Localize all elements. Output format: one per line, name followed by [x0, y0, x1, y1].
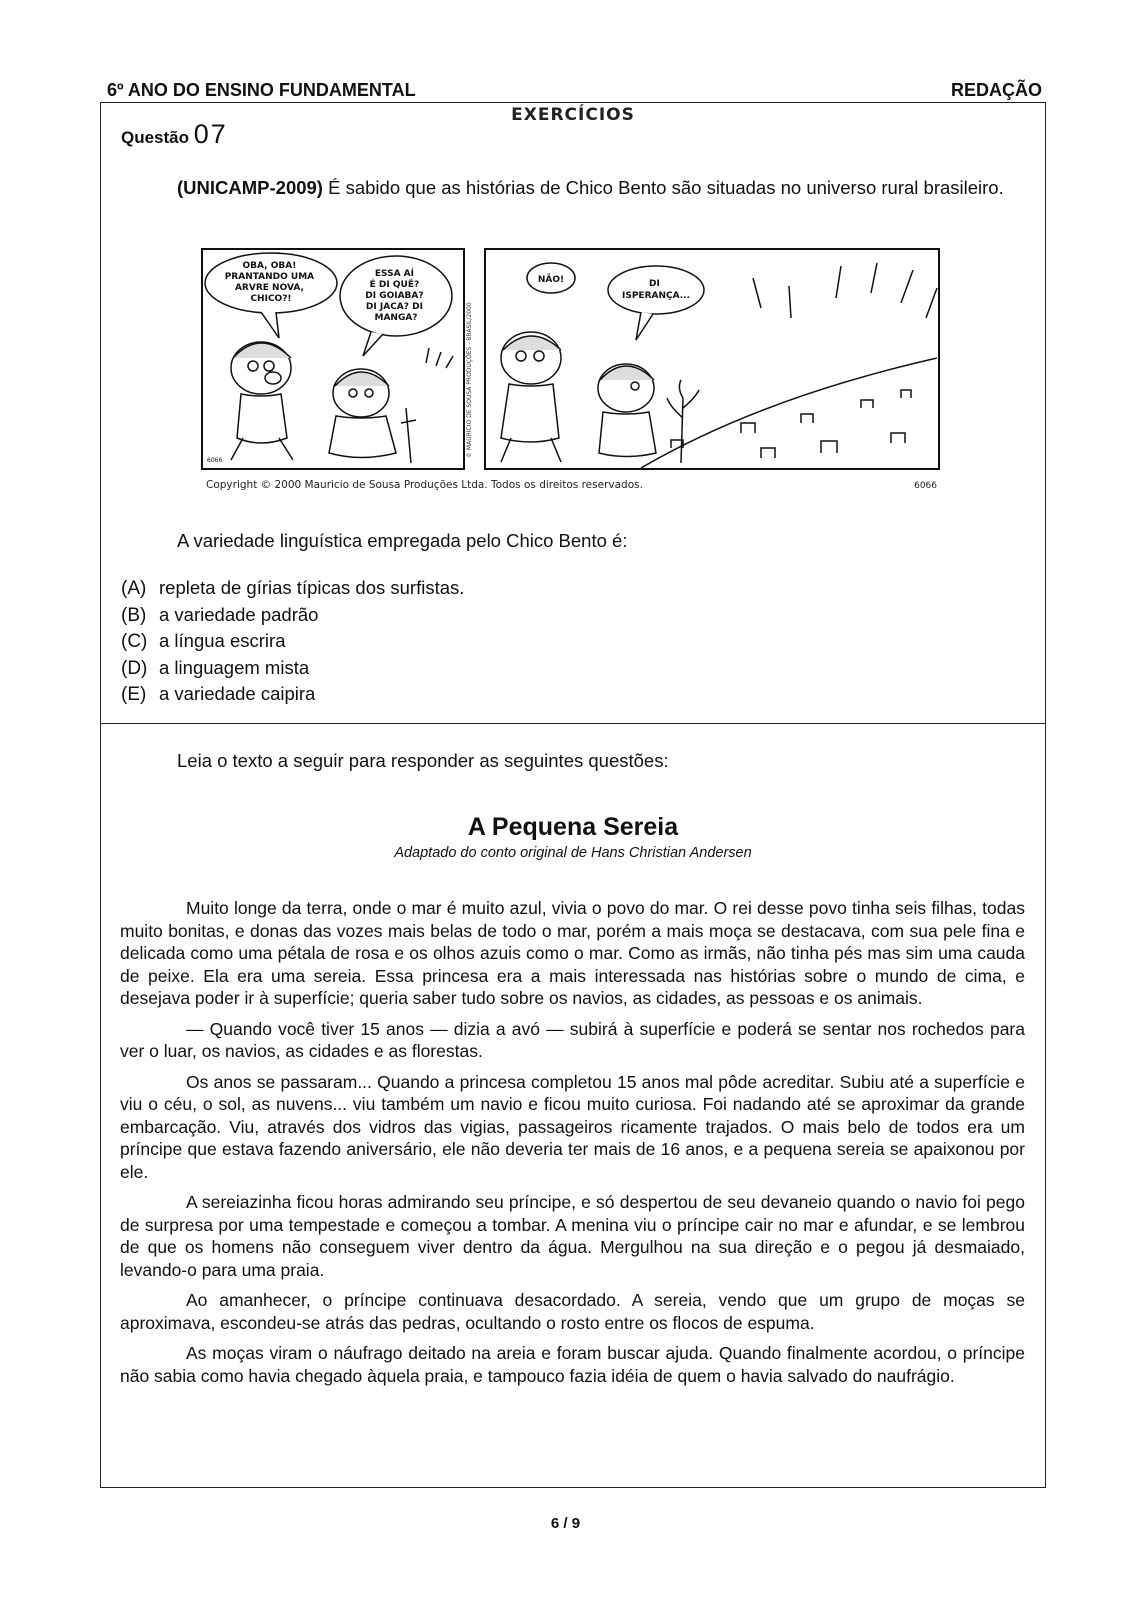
bubble-1-line-2: PRANTANDO UMA — [224, 272, 315, 282]
question-label-text: Questão — [121, 128, 190, 147]
option-e-letter: (E) — [121, 684, 147, 705]
reading-lead: Leia o texto a seguir para responder as seguintes questões: — [177, 750, 669, 771]
option-a-text: repleta de gírias típicas dos surfistas. — [159, 577, 465, 598]
question-prompt: A variedade linguística empregada pelo Chico Bento é: — [177, 530, 628, 551]
bubble-1-line-3: ARVRE NOVA, — [234, 283, 304, 293]
bubble-2-line-2: É DI QUÊ? — [369, 280, 420, 290]
option-a-letter: (A) — [121, 578, 147, 599]
section-title: EXERCÍCIOS — [511, 105, 635, 125]
bubble-2-line-1: ESSA AÍ — [374, 269, 414, 279]
page-number: 6 / 9 — [550, 1515, 581, 1532]
option-b-letter: (B) — [121, 604, 147, 626]
story-paragraph-3: Os anos se passaram... Quando a princesa completou 15 anos mal pôde acreditar. Subiu até a superfície e viu o céu, o sol, as nuvens... viu também um navio e ficou muito curiosa. Foi nadando até se aproximar da grande embarcação. Viu, através dos vidros das vigias, passageiros ricamente trajados. O mais belo de todos era um príncipe que estava fazendo aniversário, ele não deveria ter mais de 16 anos, e a pequena sereia se apaixonou por ele. — [120, 1071, 1025, 1182]
option-d-text: a linguagem mista — [159, 656, 310, 678]
option-d[interactable] — [121, 655, 464, 682]
option-e-text: a variedade caipira — [159, 683, 316, 704]
svg-text:6066: 6066 — [207, 457, 223, 464]
story-body — [120, 897, 1025, 1395]
content-frame — [100, 102, 1046, 1488]
story-paragraph-2: — Quando você tiver 15 anos — dizia a avó — subirá à superfície e poderá se sentar nos rochedos para ver o luar, os navios, as cidades e as florestas. — [120, 1018, 1025, 1061]
option-d-letter: (D) — [121, 657, 148, 679]
bubble-2-line-4: DI JACA? DI — [365, 302, 423, 312]
comic-copyright: Copyright © 2000 Mauricio de Sousa Produções Ltda. Todos os direitos reservados. — [206, 479, 643, 491]
story-title: A Pequena Sereia — [467, 813, 679, 841]
bubble-2-line-3: DI GOIABA? — [365, 291, 424, 301]
option-b-text: a variedade padrão — [159, 603, 319, 625]
answer-options — [121, 575, 464, 708]
bubble-2-line-5: MANGA? — [374, 313, 418, 323]
question-number: 07 — [193, 119, 228, 149]
story-subtitle: Adaptado do conto original de Hans Christian Andersen — [394, 845, 752, 861]
bubble-4-line-2: ISPERANÇA... — [622, 291, 690, 301]
option-b[interactable] — [121, 602, 464, 629]
story-paragraph-6: As moças viram o náufrago deitado na areia e foram buscar ajuda. Quando finalmente acordou, o príncipe não sabia como havia chegado àquela praia, e tampouco fazia idéia de quem o havia salvado do naufrágio. — [120, 1343, 1025, 1386]
bubble-3-text: NÃO! — [537, 275, 565, 285]
question-intro — [121, 176, 1025, 200]
story-paragraph-5: Ao amanhecer, o príncipe continuava desacordado. A sereia, vendo que um grupo de moças se aproximava, escondeu-se atrás das pedras, ocultando o rosto entre os flocos de espuma. — [120, 1290, 1025, 1333]
option-c[interactable] — [121, 628, 464, 655]
header-grade: 6º ANO DO ENSINO FUNDAMENTAL — [107, 80, 416, 100]
reading-box — [101, 724, 1045, 1487]
bubble-1-line-4: CHICO?! — [250, 294, 292, 304]
comic-strip — [201, 248, 941, 493]
side-credit: © MAURICIO DE SOUSA PRODUÇÕES - BRASIL/2000 — [466, 302, 473, 458]
question-box — [101, 103, 1045, 724]
question-intro-text: É sabido que as histórias de Chico Bento são situadas no universo rural brasileiro. — [328, 177, 1004, 198]
question-label — [121, 119, 228, 150]
speech-bubble-4 — [608, 266, 704, 314]
story-paragraph-4: A sereiazinha ficou horas admirando seu príncipe, e só despertou de seu devaneio quando o navio foi pego de surpresa por uma tempestade e começou a tombar. A menina viu o príncipe cair no mar e afundar, e se lembrou de que os homens não conseguem viver dentro da água. Mergulhou na sua direção e o pegou já desmaiado, levando-o para uma praia. — [120, 1192, 1025, 1280]
option-a[interactable] — [121, 575, 464, 602]
bubble-4-line-1: DI — [649, 279, 660, 289]
comic-code: 6066 — [914, 481, 937, 491]
option-e[interactable] — [121, 681, 464, 708]
question-source: (UNICAMP-2009) — [177, 177, 323, 198]
option-c-letter: (C) — [121, 631, 148, 652]
option-c-text: a língua escrira — [159, 630, 286, 651]
story-paragraph-1: Muito longe da terra, onde o mar é muito azul, vivia o povo do mar. O rei desse povo tinha seis filhas, todas muito bonitas, e donas das vozes mais belas de todo o mar, porém a mais moça se destacava, com sua pele fina e delicada como uma pétala de rosa e os olhos azuis como o mar. Como as irmãs, não tinha pés mas sim uma cauda de peixe. Ela era uma sereia. Essa princesa era a mais interessada nas histórias sobre o mundo de cima, e desejava poder ir à superfície; queria saber tudo sobre os navios, as cidades, as pessoas e os animais. — [120, 898, 1025, 1008]
header-subject: REDAÇÃO — [950, 80, 1042, 100]
bubble-1-line-1: OBA, OBA! — [242, 261, 297, 271]
